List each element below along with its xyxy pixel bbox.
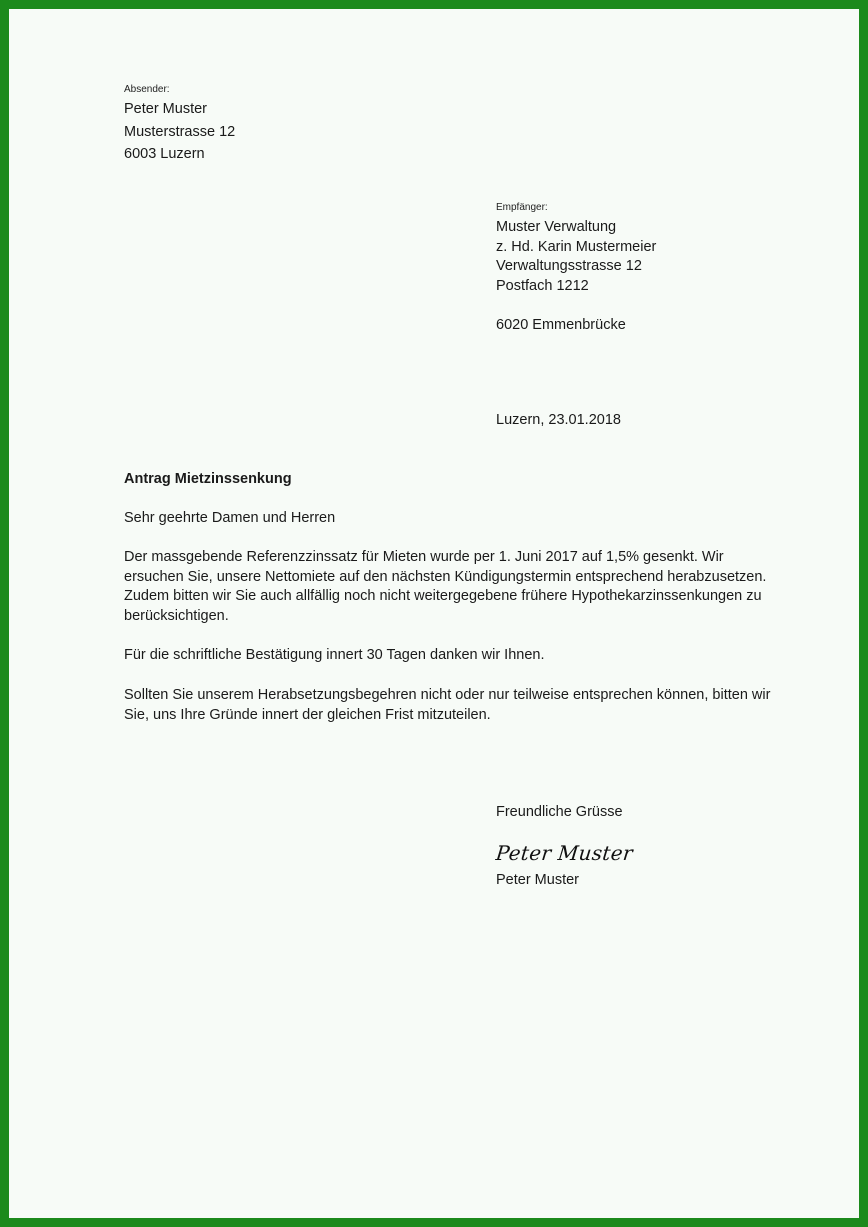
salutation-block [124, 509, 335, 529]
recipient-city: 6020 Emmenbrücke [496, 316, 626, 333]
paragraph-line: Sollten Sie unserem Herabsetzungsbegehren nicht oder nur teilweise entsprechen können, bitten wir [124, 687, 771, 703]
sender-street: Musterstrasse 12 [124, 123, 236, 140]
sender-label: Absender: [124, 84, 170, 95]
paragraph-line: ersuchen Sie, unsere Nettomiete auf den nächsten Kündigungstermin entsprechend herabzusetzen. [124, 568, 767, 585]
signer-name: Peter Muster [496, 872, 579, 888]
paragraph-line: Für die schriftliche Bestätigung innert 30 Tagen danken wir Ihnen. [124, 647, 545, 663]
paragraph-line: Der massgebende Referenzzinssatz für Mieten wurde per 1. Juni 2017 auf 1,5% gesenkt. Wir [124, 549, 724, 565]
subject-line: Antrag Mietzinssenkung [124, 471, 292, 487]
salutation: Sehr geehrte Damen und Herren [124, 510, 336, 526]
paragraph-line: berücksichtigen. [124, 607, 229, 624]
handwritten-signature: Peter Muster [494, 841, 635, 865]
paragraph-line: Sie, uns Ihre Gründe innert der gleichen Frist mitzuteilen. [124, 706, 491, 723]
date-block [496, 411, 621, 431]
body-paragraph-2 [124, 646, 794, 666]
recipient-postbox: Postfach 1212 [496, 277, 589, 294]
date-line: Luzern, 23.01.2018 [496, 412, 621, 428]
recipient-spacer [496, 296, 656, 316]
recipient-street: Verwaltungsstrasse 12 [496, 258, 642, 274]
closing-block [496, 803, 623, 823]
closing-text: Freundliche Grüsse [496, 804, 623, 820]
sender-name: Peter Muster [124, 101, 207, 117]
body-paragraph-3 [124, 686, 794, 725]
sender-city: 6003 Luzern [124, 146, 205, 162]
body-paragraph-1 [124, 548, 794, 626]
recipient-label: Empfänger: [496, 202, 548, 213]
paragraph-line: Zudem bitten wir Sie auch allfällig noch nicht weitergegebene frühere Hypothekarzinssenkungen zu [124, 588, 762, 604]
signer-name-block [496, 871, 579, 891]
recipient-block [496, 202, 656, 335]
sender-block [124, 84, 235, 166]
recipient-attention: z. Hd. Karin Mustermeier [496, 238, 657, 255]
recipient-company: Muster Verwaltung [496, 219, 617, 235]
